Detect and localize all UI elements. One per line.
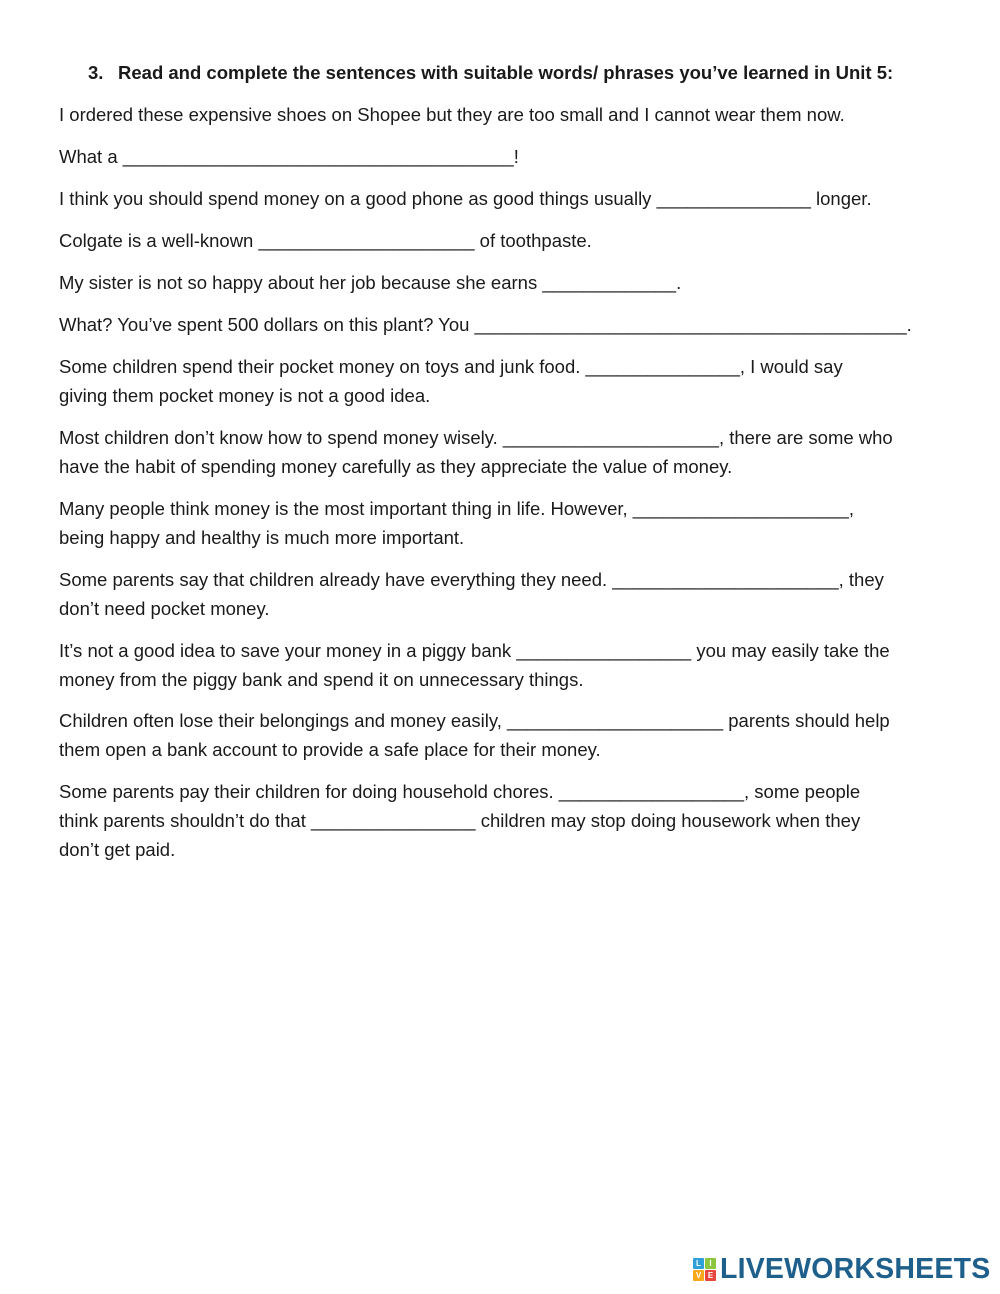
sentence-line: Colgate is a well-known _____________________ of toothpaste. bbox=[59, 230, 592, 251]
logo-letter: I bbox=[705, 1258, 716, 1269]
sentence-line: I ordered these expensive shoes on Shopee but they are too small and I cannot wear them now. bbox=[59, 104, 845, 125]
logo-letter: E bbox=[705, 1270, 716, 1281]
sentence-line: Some parents pay their children for doing household chores. __________________, some people bbox=[59, 781, 861, 802]
sentence-line: being happy and healthy is much more important. bbox=[59, 527, 465, 548]
logo-mark-icon bbox=[693, 1258, 716, 1281]
sentence-line: Children often lose their belongings and money easily, _____________________ parents should help bbox=[59, 710, 890, 731]
logo-text: LIVEWORKSHEETS bbox=[720, 1253, 991, 1285]
liveworksheets-logo[interactable] bbox=[693, 1252, 990, 1286]
sentence-line: My sister is not so happy about her job because she earns _____________. bbox=[59, 272, 682, 293]
exercise-heading bbox=[88, 60, 968, 86]
exercise-instruction: Read and complete the sentences with suitable words/ phrases you’ve learned in Unit 5: bbox=[118, 62, 894, 83]
sentence-line: Many people think money is the most important thing in life. However, _____________________, bbox=[59, 498, 854, 519]
sentence-line: have the habit of spending money carefully as they appreciate the value of money. bbox=[59, 456, 733, 477]
sentence-line: It’s not a good idea to save your money in a piggy bank _________________ you may easily take the bbox=[59, 640, 890, 661]
sentence-line: Most children don’t know how to spend money wisely. _____________________, there are some who bbox=[59, 427, 893, 448]
sentence-line: giving them pocket money is not a good idea. bbox=[59, 385, 431, 406]
sentence-line: don’t need pocket money. bbox=[59, 598, 270, 619]
logo-letter: L bbox=[693, 1258, 704, 1269]
logo-letter: V bbox=[693, 1270, 704, 1281]
sentence-line: Some parents say that children already have everything they need. ______________________, they bbox=[59, 569, 884, 590]
exercise-number: 3. bbox=[88, 62, 104, 83]
sentence-line: think parents shouldn’t do that ________________ children may stop doing housework when they bbox=[59, 810, 861, 831]
sentence-line: Some children spend their pocket money on toys and junk food. _______________, I would say bbox=[59, 356, 843, 377]
sentence-line: What a ______________________________________! bbox=[59, 146, 519, 167]
sentence-line: them open a bank account to provide a safe place for their money. bbox=[59, 739, 601, 760]
sentence-line: money from the piggy bank and spend it on unnecessary things. bbox=[59, 669, 584, 690]
sentence-line: What? You’ve spent 500 dollars on this plant? You __________________________________________. bbox=[59, 314, 912, 335]
sentence-line: I think you should spend money on a good phone as good things usually _______________ longer. bbox=[59, 188, 872, 209]
sentence-line: don’t get paid. bbox=[59, 839, 176, 860]
